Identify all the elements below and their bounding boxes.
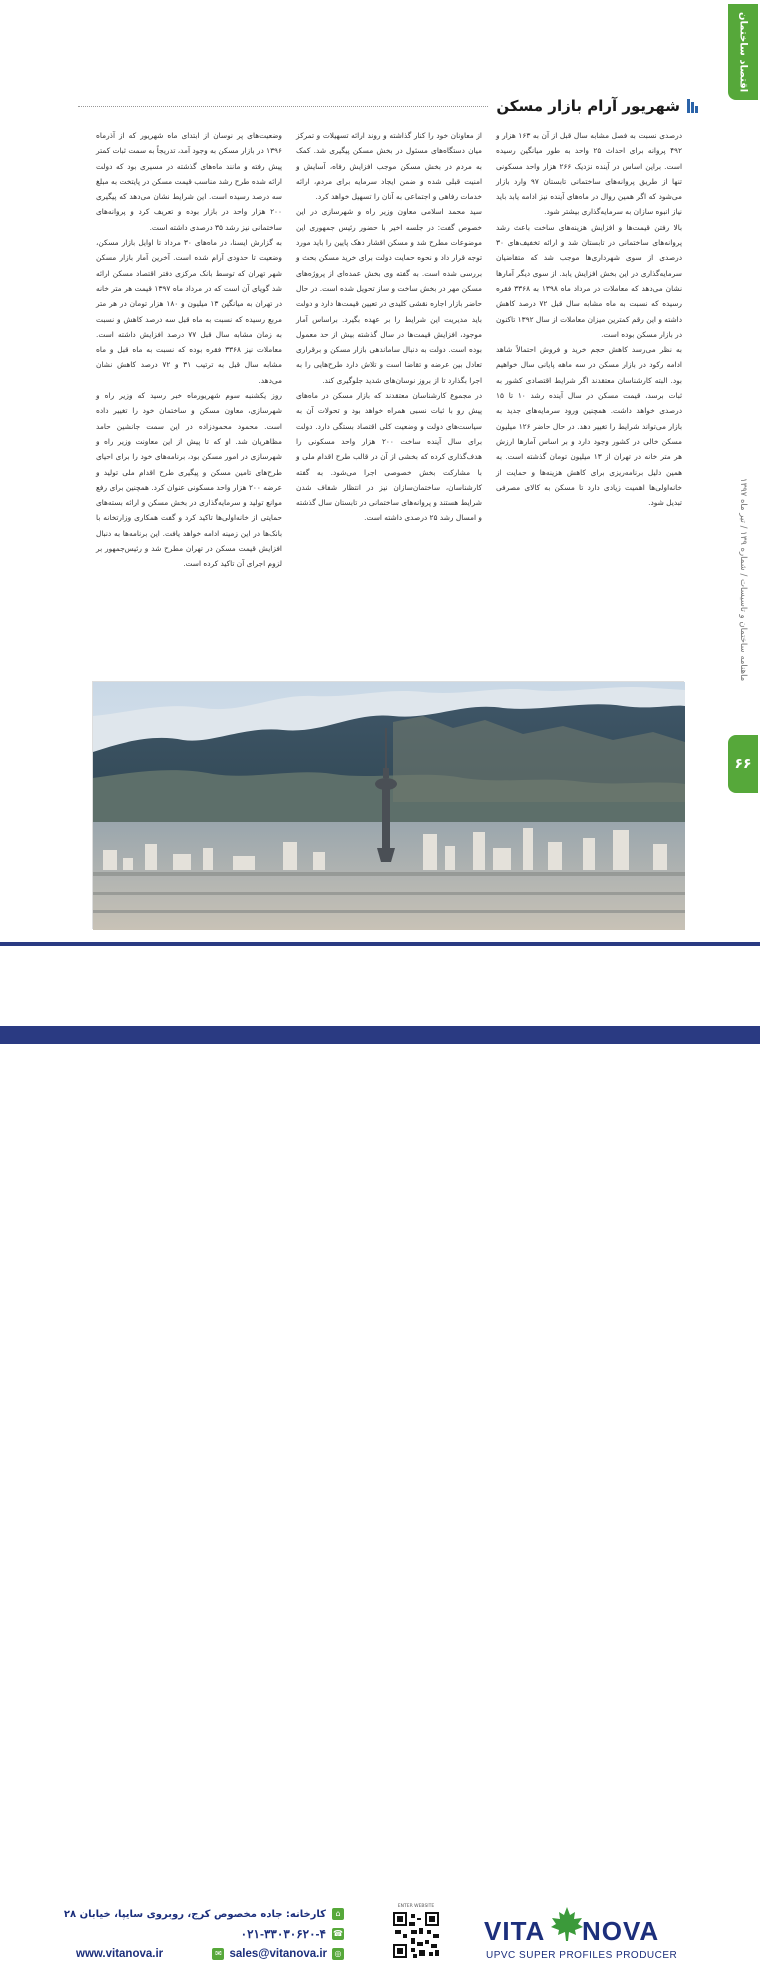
qr-label: ENTER WEBSITE — [397, 1904, 435, 1909]
issue-info — [728, 440, 758, 720]
sidebar — [724, 0, 760, 944]
paragraph: در مجموع کارشناسان معتقدند که بازار مسکن در ماه‌های پیش رو با ثبات نسبی همراه خواهد بود و تحولات آن به سیاست‌های دولت و وضعیت کلی اقتصاد بستگی دارد. دولت برای سال آینده ساخت ۲۰۰ هزار واحد مسکونی را هدف‌گذاری کرده که بخشی از آن در قالب طرح اقدام ملی و با مشارکت بخش خصوصی اجرا می‌شود. به گفته کارشناسان، ساختمان‌سازان نیز در انتظار شفاف شدن شرایط هستند و پروانه‌های ساختمانی در تابستان سال گذشته و امسال رشد ۲۵ درصدی داشته است. — [296, 391, 483, 523]
article-title: شهریور آرام بازار مسکن — [496, 97, 680, 115]
maple-leaf-icon — [550, 1906, 584, 1942]
advertisement-footer — [0, 946, 760, 1961]
bottom-band — [0, 1026, 760, 1044]
location-icon: ⌂ — [332, 1908, 344, 1920]
paragraph: بالا رفتن قیمت‌ها و افزایش هزینه‌های ساخت باعث رشد پروانه‌های ساختمانی در تابستان شد و ارائه تخفیف‌های ۳۰ درصدی از سوی شهرداری‌ها موجب شد که متقاضیان سرمایه‌گذاری در این بخش افزایش یابد. از سوی دیگر آمارها نشان می‌دهد که معاملات در مرداد ماه ۱۳۹۸ به ۳۳۶۸ فقره رسیده که نسبت به ماه مشابه سال قبل ۷۲ درصد کاهش داشته و این رقم کمترین میزان معاملات از سال ۱۳۹۲ تاکنون در بازار مسکن بوده است. — [496, 222, 682, 339]
page-number: ۶۶ — [734, 756, 752, 772]
qr-code-icon — [391, 1910, 441, 1960]
paragraph: به نظر می‌رسد کاهش حجم خرید و فروش احتمالاً شاهد ادامه رکود در بازار مسکن در سه ماهه پایانی سال خواهیم بود. البته کارشناسان معتقدند اگر شرایط اقتصادی کشور به ثبات برسد، قیمت مسکن در سال آینده رشد ۱۰ تا ۱۵ درصدی خواهد داشت. همچنین ورود سرمایه‌های جدید به بازار می‌تواند شرایط را تغییر دهد. در حال حاضر ۱۲۶ میلیون مسکن خالی در کشور وجود دارد و بر اساس آمارها ارزش هر متر خانه در تهران از ۱۳ میلیون تومان گذشته است. به همین دلیل برنامه‌ریزی برای کاهش هزینه‌ها و حمایت از خانه‌اولی‌ها اهمیت زیادی دارد تا مسکن به کالای مصرفی تبدیل شود. — [496, 345, 683, 508]
email-icon: ✉ — [212, 1948, 224, 1960]
phone-text[interactable]: ۰۲۱-۳۳۰۳۰۶۲۰-۴ — [240, 1927, 326, 1941]
address-row — [64, 1906, 344, 1922]
section-tab-label: اقتصاد ساختمان — [737, 11, 749, 93]
skyline-illustration — [93, 682, 685, 930]
section-tab — [728, 4, 758, 100]
phone-row — [241, 1926, 344, 1942]
phone-icon: ☎ — [333, 1929, 343, 1938]
tehran-skyline-photo — [92, 681, 684, 929]
article-column-2 — [296, 128, 482, 678]
email-text[interactable]: sales@vitanova.ir — [229, 1948, 327, 1960]
vitanova-logo — [484, 1904, 678, 1964]
paragraph: درصدی نسبت به فصل مشابه سال قبل از آن به ۱۶۳ هزار و ۴۹۲ پروانه برای احداث ۲۵ واحد به طور میانگین رسیده است. براین اساس در آینده نزدیک ۲۶۶ هزار واحد مسکونی تنها از طریق پروانه‌های ساختمانی تابستان ۹۷ وارد بازار می‌شود که اگر همین روال در ماه‌های آینده نیز ادامه یابد باید نیاز انبوه سازان به سرمایه‌گذاری بیشتر شود. — [496, 131, 682, 217]
qr-code[interactable] — [391, 1904, 441, 1968]
paragraph: روز یکشنبه سوم شهریورماه خبر رسید که وزیر راه و شهرسازی، معاون مسکن و ساختمان خود را تغییر داده است. محمود محمودزاده در این سمت جانشین حامد مظاهریان شد. او که تا پیش از این معاونت وزیر راه و شهرسازی در امور مسکن بود، برنامه‌های خود را برای احیای طرح‌های تامین مسکن و پیگیری طرح اقدام ملی تولید و عرضه ۲۰۰ هزار واحد مسکونی عنوان کرد. همچنین برای رفع موانع تولید و سرمایه‌گذاری در بخش مسکن و ارائه بسته‌های حمایتی از خانه‌اولی‌ها تاکید کرد و گفت همکاری وزارتخانه با بانک‌ها در این زمینه ادامه خواهد یافت. این برنامه‌ها به دنبال افزایش قیمت مسکن در تهران مطرح شد و رئیس‌جمهور بر لزوم اجرای آن تاکید کرده است. — [96, 391, 283, 569]
title-divider — [78, 106, 488, 107]
website-text[interactable]: www.vitanova.ir — [76, 1948, 164, 1960]
paragraph: به گزارش ایسنا، در ماه‌های ۳۰ مرداد تا اوایل بازار مسکن، وضعیت تا حدودی آرام شده است. آخرین آمار بازار مسکن شهر تهران که توسط بانک مرکزی دفتر اقتصاد مسکن ارائه شد گویای آن است که در مرداد ماه ۱۳۹۷ قیمت هر متر خانه در تهران به میانگین ۱۳ میلیون و ۱۸۰ هزار تومان در هر متر مربع رسیده که نسبت به ماه قبل سه درصد کاهش و نسبت به زمان مشابه سال قبل ۷۷ درصد افزایش داشته است. معاملات نیز ۳۳۶۸ فقره بوده که نسبت به ماه قبل و ماه مشابه سال قبل به ترتیب ۳۱ و ۷۲ درصد کاهش نشان می‌دهد. — [96, 238, 283, 385]
paragraph: وضعیت‌های پر نوسان از ابتدای ماه شهریور که از آذرماه ۱۳۹۶ در بازار مسکن به وجود آمد، تدریجاً به سمت ثبات کمتر پیش رفته و مانند ماه‌های گذشته در مسیری بود که دولت ارائه شده طرح رشد مناسب قیمت مسکن در پایتخت به مبلغ سه درصد رسیده است. این شرایط نشان می‌دهد که پیگیری ۲۰۰ هزار واحد در بازار بوده و تعریف کرد و پروانه‌های ساختمانی نیز رشد ۳۵ درصدی داشته است. — [96, 131, 282, 232]
paragraph: از معاونان خود را کنار گذاشته و روند ارائه تسهیلات و تمرکز میان دستگاه‌های مسئول در بخش مسکن پیگیری شد. کمک به مردم در بخش مسکن موجب افزایش رفاه، آسایش و امنیت قبلی شده و ضمن ایجاد سرمایه برای مردم، ارائه خدمات رفاهی و اجتماعی به آنان را تسهیل خواهد کرد. — [296, 131, 482, 202]
contact-info — [63, 1904, 344, 1966]
chart-bars-icon — [686, 99, 698, 113]
address-text: کارخانه: جاده مخصوص کرج، روبروی سایپا، خیابان ۲۸ — [63, 1908, 326, 1920]
logo-tagline: UPVC SUPER PROFILES PRODUCER — [486, 1950, 678, 1961]
email-link[interactable] — [212, 1948, 344, 1960]
issue-text: ماهنامه ساختمان و تاسیسات / شماره ۱۳۹ / تیر ماه ۱۳۹۷ — [738, 478, 748, 682]
paragraph: سید محمد اسلامی معاون وزیر راه و شهرسازی در این خصوص گفت: در جلسه اخیر با حضور رئیس جمهوری این موضوعات مطرح شد و مسکن اقشار دهک پایین را باید مورد توجه قرار داد و نحوه حمایت دولت برای خرید مسکن بحث و بررسی شده است. به گفته وی بخش عمده‌ای از پروژه‌های مسکن مهر در بخش ساخت و ساز تحویل شده است. در حال حاضر بازار اجاره نقشی کلیدی در تعیین قیمت‌ها دارد و دولت باید مدیریت این شرایط را بر عهده بگیرد. براساس آمار موجود، افزایش قیمت‌ها در سال گذشته بیش از حد معمول بوده است. دولت به دنبال ساماندهی بازار مسکن و برقراری تعادل بین عرضه و تقاضا است و تلاش دارد طرح‌هایی را به اجرا بگذارد تا از بروز نوسان‌های شدید جلوگیری کند. — [296, 207, 482, 385]
logo-vita-text: VITA — [484, 1916, 546, 1946]
web-mail-row — [76, 1946, 344, 1962]
globe-icon: ◎ — [332, 1948, 344, 1960]
article-body — [96, 128, 682, 678]
article-heading — [78, 94, 698, 118]
logo-nova-text: NOVA — [582, 1916, 660, 1946]
article-column-3 — [496, 128, 682, 678]
website-link[interactable] — [76, 1948, 163, 1960]
page-number-badge — [728, 735, 758, 793]
article-column-1 — [96, 128, 282, 678]
